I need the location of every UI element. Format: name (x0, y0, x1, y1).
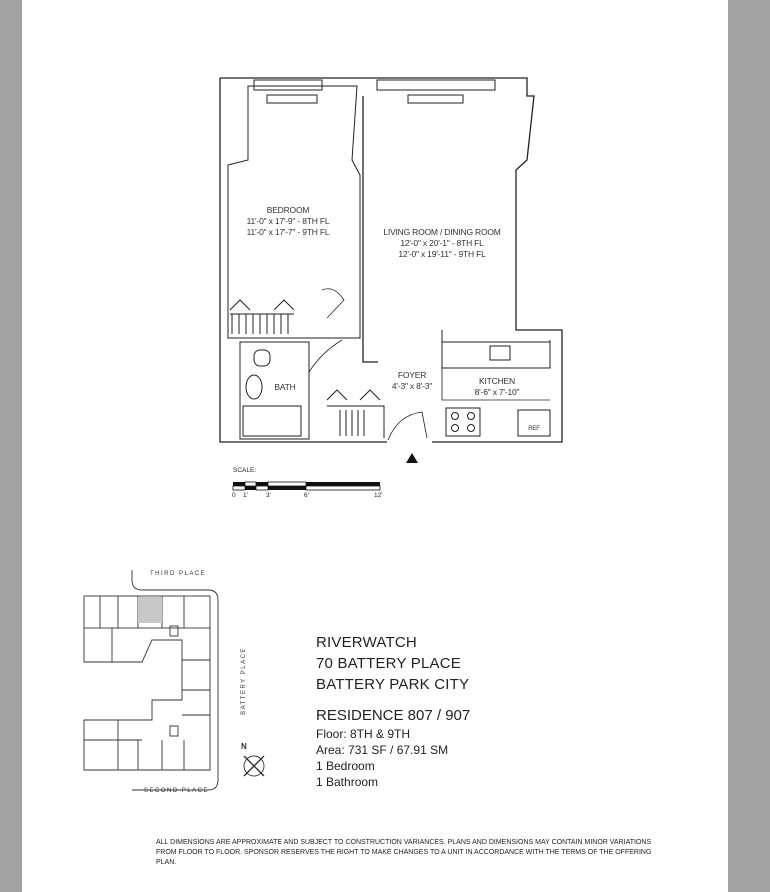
scale-tick-6: 6' (304, 492, 309, 499)
foyer-label (382, 370, 442, 392)
closet-shelf (340, 410, 364, 436)
scale-tick-0: 0 (232, 492, 236, 499)
residence-bedrooms: 1 Bedroom (316, 759, 375, 773)
compass-north: N (241, 742, 249, 751)
compass-cross (244, 756, 264, 776)
closet-shelf (230, 314, 294, 334)
residence-area: Area: 731 SF / 67.91 SM (316, 743, 449, 757)
outer-wall (220, 78, 387, 442)
bath-label: BATH (274, 382, 296, 392)
living-label (372, 227, 512, 260)
entry-door-swing (388, 412, 427, 440)
residence-title: RESIDENCE 807 / 907 (316, 707, 471, 724)
kitchen-name: KITCHEN (479, 376, 515, 386)
living-name: LIVING ROOM / DINING ROOM (383, 227, 501, 237)
kitchen-sink (490, 346, 510, 360)
bedroom-door-swing (322, 289, 344, 318)
bath-door-swing (309, 340, 342, 372)
window (377, 80, 495, 90)
street-east: BATTERY PLACE (240, 647, 247, 715)
window (267, 95, 317, 103)
disclaimer: ALL DIMENSIONS ARE APPROXIMATE AND SUBJECT TO CONSTRUCTION VARIANCES. PLANS AND DIMENSIONS MAY CONTAIN MINOR VARIATIONS FROM FLOOR TO FLOOR. SPONSOR RESERVES THE RIGHT TO MAKE CHANGES TO A UNIT IN ACCORDANCE WITH THE TERMS OF THE OFFERING PLAN. (156, 839, 652, 866)
building-name: RIVERWATCH (316, 634, 417, 651)
bedroom-label (228, 205, 348, 238)
sink (246, 375, 262, 399)
scale-tick-3: 3' (266, 492, 271, 499)
residence-floor: Floor: 8TH & 9TH (316, 727, 411, 741)
unit-location-highlight (138, 597, 162, 623)
scale-tick-12: 12' (374, 492, 383, 499)
stove (446, 408, 480, 436)
street-north: THIRD PLACE (150, 571, 207, 577)
bedroom-dim-8: 11'-0" x 17'-9" - 8TH FL (246, 216, 330, 226)
building-area: BATTERY PARK CITY (316, 676, 470, 693)
building-info (316, 632, 470, 790)
site-plan (84, 570, 264, 790)
scale-tick-1: 1' (243, 492, 248, 499)
foyer-closet (327, 390, 384, 438)
bathtub (243, 406, 301, 436)
kitchen-dim: 8'-6" x 7'-10" (474, 387, 520, 397)
ref-label: REF (528, 426, 540, 432)
entry-arrow (406, 453, 418, 463)
closet-door (230, 300, 294, 310)
window (408, 95, 463, 103)
kitchen-counter (442, 330, 550, 368)
foyer-dim: 4'-3" x 8'-3" (391, 381, 433, 391)
street-south: SECOND PLACE (144, 788, 210, 794)
residence-bathrooms: 1 Bathroom (316, 775, 379, 789)
living-dim-9: 12'-0" x 19'-11" - 9TH FL (398, 249, 486, 259)
scale-title: SCALE: (233, 467, 257, 474)
kitchen-label (462, 376, 532, 398)
floorplan-sheet (22, 0, 728, 892)
foyer-name: FOYER (397, 370, 427, 380)
scale-bar (233, 482, 380, 490)
toilet (254, 350, 270, 366)
window (254, 80, 322, 90)
building-address: 70 BATTERY PLACE (316, 655, 461, 672)
bedroom-name: BEDROOM (266, 205, 310, 215)
living-dim-8: 12'-0" x 20'-1" - 8TH FL (400, 238, 484, 248)
bedroom-dim-9: 11'-0" x 17'-7" - 9TH FL (246, 227, 330, 237)
